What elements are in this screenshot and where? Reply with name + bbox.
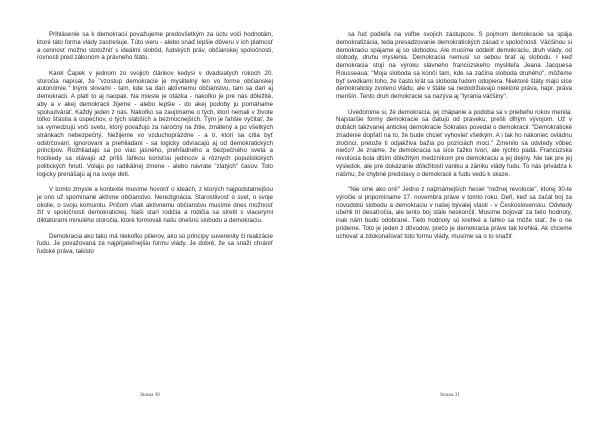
page-number: Strana 31 — [440, 392, 460, 398]
paragraph: Demokracia ako takú má niekoľko pilierov, ako sú princípy suverenity či realizácie ľudu. Je považovaná za najprijateľnejšiu formu vlády. Je dobré, že sa snaží chrániť ľudské práva, takisto — [37, 232, 273, 255]
page-number: Strana 30 — [140, 392, 160, 398]
paragraph: Uvedomme si, že demokracia, jej chápanie a podoba sa v priebehu rokov menila. Najstaršie formy demokracie sa datujú od praveku, prešli dlhým vývojom. Už v dobách takzvanej antickej demokracie Sokrates povedal o demokracii: "Demokratické zriadenie dopľatí na to, že bude chcieť vyhovieť všetkým. A i tak ho nakoniec ovládnu zločinci, pretože ti odjakživa bažia po pozíciách moci." Zmenilo sa odvtedy vôbec niečo? Je známe, že demokracia sa síce ťažko tvorí, ale rýchlo padá. Francúzska revolúcia bola dlším dôležitým medzníkom pre demokraciu a jej dejiny. Nie tak pre jej výsledok, ale pre dokázanie dôležitosti vaniku a zániku vlády ľudu. To nás privádza k nášmu, že chybné predstavy o demokracii a ľudu vedú k skaze. — [336, 108, 572, 178]
paragraph: "Nie sme ako oni!" Jedno z najznámejších hesiel "nežnej revolúcie", ktorej 30-te výročie si pripomíname 17. novembra práve v tomto roku. Deň, keď sa začal boj za novodobú slobodu a demokraciu v našej bývalej vlasti - v Československu. Odvtedy ubehli tri desaťročia, ale tento boj stále neskončil. Musíme bojovať za tieto hodnoty, inak nám budú odobrané. Tieto hodnoty sú krehké a ľahko sa môže stať, že o ne prídeme. Toto je jeden z dôvodov, prečo je demokracia práve tak krehká. Ak chceme uchovať a zdokonaľovať túto formu vlády, musíme sa o to snažiť — [336, 186, 572, 240]
left-text-column — [37, 31, 273, 264]
paragraph: V tomto zmysle a kontexte musíme hovoriť o ideách, z ktorých najpodstatnejšou je ono už spomínané aktívne občianstvo. Nerezignácia. Starostlivosť o svet, o svoje okolie, o svoju komunitu. Pričom však aktívnemu občianstvu musíme dnes možnosť žiť v spoločnosti demokratickej. Naši starí rodičia a rodičia sa stretli s viacerými diktatúrami minulého storočia, ktoré formovali našu dnešnú slobodu a demokraciu. — [37, 186, 273, 224]
paragraph: Prihlásenie sa k demokracii považujeme predovšetkým za úctu voči hodnotám, ktoré táto forma vlády zastrešuje. Túto vieru - alebo snáď lepšie dôveru v ich platnosť a cennosť možno stotožniť s ideálmi slobôd, ľudských práv, občianskej spoločnosti, rovnosti pred zákonom a právneho štátu. — [37, 31, 273, 62]
paragraph: Karel Čapek v jednom zo svojich článkov kedysi v dvadsiatych rokoch 20. storočia napísal, že "vzostup demokracie je myslitelný len vo forme občianskej autonómie." Inými slovami - tam, kde sa dari aktívnemu občianstvu, tam sa darí aj demokracii. A platí to aj naopak. Na mieste je otázka - nakoľko je pre nás dôležité, aby a v akej demokracii žijeme - alebo lepšie - do akej podoby ju pomáhame spoluutvárať. Každý jeden z nás. Nakoľko sa zaujímame o tých, ktorí nemali v živote toľko šťastia a úspechov, o tých slabších a bezmocnejších. Tým je ľahšie vyčítať, že sa vymedzujú voči svetu, ktorý považujú za náročný na žitie, zmätený a po všetkých stránkach nebezpečný. Nežijeme vo vzduchoprázdne - a tí, ktorí sa cítia byť odstrčovaní, ignorovaní a prehliadaní - sa logicky odvracajú aj od demokratických princípov. Rozhliadajú sa po viac jasného, prehľadného a bezpečného sveta a hocikedy sa stávajú až príliš ľahkou korisťou jedincov a rôznych populistických politických hnutí. Volajú po radikálnej zmene - alebo návrate "zlatých" časov. Toto logicky prenášajú aj na svoje deti. — [37, 69, 273, 178]
right-page — [300, 0, 600, 424]
paragraph: sa ľud podieľa na voľbe svojich zástupcov. S pojmom demokracie sa spája demokratizácia, teda presadzovanie demokratických zásad v spoločnosti. Väčšinou si demokraciu spájame aj so slobodou. Ale musíme oddeliť demokraciu, druh vlády, od slobody, druhu myslenia. Demokracia nemusí so sebou brať aj slobodu. I keď demokracia stojí na výroku slávneho francúzskeho mysliteľa Jeana Jacquesa Rousseaua: "Moja sloboda sa končí tam, kde sa začína sloboda druhého", môžeme byť svedkami toho, že často krát sa sloboda ľudom odopiera. Niektoré štáty majú síce demokraticky zvolenú vládu, ale v štáte sa nedodržiavajú niektoré práva, napr. práva menšín. Tento druh demokracie sa nazýva aj "tyrania väčšiny". — [336, 31, 572, 100]
right-text-column — [336, 31, 572, 248]
